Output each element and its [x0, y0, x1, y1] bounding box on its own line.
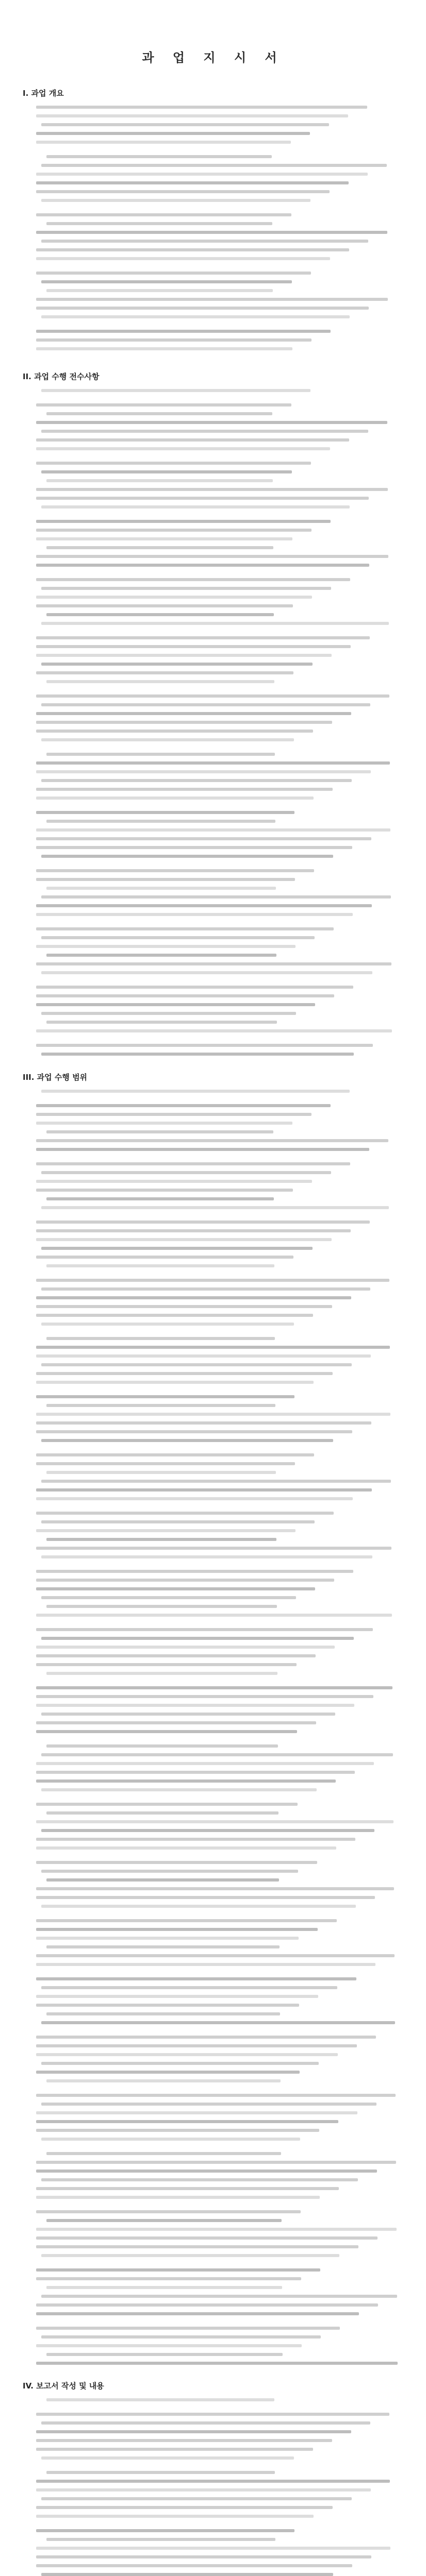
text-line	[36, 2430, 351, 2433]
text-line	[41, 2178, 358, 2181]
text-line	[36, 1547, 391, 1550]
text-line	[46, 1538, 276, 1541]
text-line	[41, 587, 331, 590]
text-line	[36, 2129, 319, 2132]
text-line	[36, 2312, 359, 2315]
text-line	[36, 1314, 313, 1317]
text-line	[46, 1811, 278, 1815]
text-line	[36, 2303, 378, 2307]
text-line	[36, 1587, 315, 1590]
text-line	[36, 2236, 378, 2240]
text-line	[41, 1480, 391, 1483]
text-line	[46, 887, 276, 890]
text-line	[36, 1628, 373, 1631]
text-line	[46, 1672, 277, 1675]
text-line	[36, 2210, 301, 2213]
text-line	[36, 114, 348, 117]
text-line	[36, 2245, 358, 2248]
text-line	[46, 2079, 281, 2082]
text-line	[36, 604, 293, 607]
text-line	[41, 895, 391, 899]
text-line	[36, 330, 331, 333]
text-line	[36, 1529, 296, 1532]
text-line	[36, 878, 295, 881]
text-line	[46, 1878, 279, 1882]
text-line	[36, 770, 371, 773]
text-line	[36, 2327, 340, 2330]
text-line	[36, 1512, 334, 1515]
text-line	[41, 1788, 317, 1791]
text-line	[41, 622, 389, 625]
text-line	[41, 430, 368, 433]
text-line	[36, 2071, 300, 2074]
text-line	[46, 1264, 274, 1267]
text-line	[36, 645, 351, 648]
text-line	[36, 1104, 331, 1107]
text-line	[36, 338, 312, 342]
text-line	[36, 1614, 392, 1617]
text-line	[41, 1829, 374, 1832]
text-line	[36, 2111, 357, 2114]
text-line	[41, 1053, 354, 1056]
text-line	[36, 173, 368, 176]
text-line	[46, 613, 274, 616]
text-line	[36, 1654, 316, 1657]
text-line	[36, 2506, 333, 2509]
text-line	[36, 1044, 373, 1047]
text-line	[36, 1780, 336, 1783]
text-line	[36, 1686, 392, 1689]
text-line	[46, 479, 273, 482]
text-line	[36, 2488, 371, 2492]
text-line	[36, 2268, 320, 2272]
text-line	[36, 1354, 371, 1358]
text-line	[41, 936, 315, 939]
text-line	[36, 1721, 316, 1724]
text-line	[36, 2564, 352, 2567]
text-line	[46, 289, 273, 292]
text-line	[41, 1012, 296, 1015]
text-line	[36, 2094, 396, 2097]
text-line	[41, 1171, 331, 1174]
text-line	[36, 497, 369, 500]
text-line	[36, 1663, 297, 1666]
text-line	[36, 1820, 394, 1823]
text-line	[36, 1995, 318, 1998]
text-line	[36, 904, 372, 907]
text-line	[36, 694, 389, 698]
text-line	[36, 1221, 370, 1224]
text-line	[36, 2555, 371, 2558]
text-line	[36, 1305, 332, 1308]
text-line	[36, 1003, 315, 1006]
text-line	[36, 488, 388, 491]
text-line	[41, 2295, 397, 2298]
text-line	[41, 779, 352, 782]
text-line	[36, 1861, 317, 1864]
text-line	[36, 1919, 337, 1922]
text-line	[36, 2439, 332, 2442]
text-line	[46, 753, 275, 756]
text-line	[36, 2036, 376, 2039]
section-heading-1: I. 과업 개요	[23, 89, 64, 98]
text-line	[46, 1605, 277, 1608]
text-line	[36, 1413, 390, 1416]
text-line	[46, 2398, 274, 2401]
text-line	[36, 1497, 353, 1500]
text-line	[41, 2103, 376, 2106]
text-line	[36, 1256, 293, 1259]
text-line	[36, 272, 311, 275]
text-line	[36, 421, 387, 424]
text-line	[36, 2187, 339, 2190]
text-line	[36, 636, 370, 639]
text-line	[46, 2152, 281, 2155]
text-line	[36, 106, 367, 109]
text-line	[41, 1287, 370, 1291]
text-line	[36, 2228, 397, 2231]
text-line	[36, 811, 294, 814]
text-line	[36, 1579, 334, 1582]
text-line	[46, 155, 272, 158]
text-line	[36, 986, 353, 989]
text-line	[36, 945, 296, 948]
text-line	[41, 2456, 294, 2460]
text-line	[41, 1090, 350, 1093]
text-line	[46, 954, 276, 957]
text-line	[41, 315, 350, 318]
text-line	[41, 1439, 333, 1442]
text-line	[41, 164, 387, 167]
text-line	[36, 1189, 293, 1192]
text-line	[46, 412, 272, 415]
text-line	[41, 2254, 339, 2257]
text-line	[36, 1296, 351, 1299]
text-line	[41, 2138, 300, 2141]
text-line	[36, 537, 292, 540]
text-line	[36, 2170, 377, 2173]
section-heading-4: IV. 보고서 작성 및 내용	[23, 2381, 104, 2391]
text-line	[36, 403, 291, 406]
text-line	[36, 2277, 301, 2280]
text-line	[36, 1346, 390, 1349]
text-line	[41, 1323, 294, 1326]
text-line	[41, 703, 370, 706]
text-line	[36, 913, 353, 916]
text-line	[36, 1887, 394, 1890]
text-line	[36, 1646, 335, 1649]
text-line	[46, 1130, 273, 1133]
text-line	[36, 962, 391, 965]
text-line	[36, 1838, 355, 1841]
text-line	[36, 529, 312, 532]
text-line	[46, 1744, 278, 1748]
text-line	[41, 2062, 319, 2065]
text-line	[36, 213, 291, 216]
text-line	[46, 1337, 275, 1340]
text-line	[36, 1148, 369, 1151]
text-line	[36, 1928, 318, 1931]
text-line	[46, 1945, 280, 1948]
text-line	[36, 1695, 373, 1698]
text-line	[36, 1977, 356, 1980]
text-line	[41, 1713, 335, 1716]
text-line	[36, 132, 310, 135]
text-line	[41, 1637, 354, 1640]
text-line	[41, 2497, 352, 2500]
text-line	[36, 1238, 332, 1241]
text-line	[36, 1954, 395, 1957]
text-line	[36, 927, 334, 930]
text-line	[46, 2353, 283, 2356]
text-line	[36, 347, 292, 350]
text-line	[36, 1462, 295, 1465]
text-line	[36, 248, 349, 251]
text-line	[36, 2448, 313, 2451]
text-line	[36, 1395, 294, 1398]
text-line	[36, 1704, 354, 1707]
text-line	[41, 1870, 298, 1873]
section-heading-3: III. 과업 수행 범위	[23, 1073, 88, 1082]
text-line	[46, 546, 273, 549]
text-line	[36, 1180, 312, 1183]
text-line	[36, 1937, 299, 1940]
text-line	[36, 1381, 314, 1384]
text-line	[36, 1139, 388, 1142]
text-line	[41, 240, 368, 243]
text-line	[36, 846, 352, 849]
text-line	[46, 1197, 274, 1200]
text-line	[36, 1421, 371, 1425]
text-line	[46, 820, 275, 823]
text-line	[36, 2362, 398, 2365]
text-line	[36, 1279, 389, 1282]
text-line	[36, 788, 333, 791]
text-line	[41, 280, 292, 283]
text-line	[41, 1247, 313, 1250]
text-line	[36, 1113, 312, 1116]
text-line	[36, 1488, 372, 1492]
text-line	[36, 2480, 390, 2483]
text-line	[36, 1029, 392, 1032]
text-line	[36, 298, 388, 301]
text-line	[41, 1520, 315, 1523]
text-line	[46, 222, 272, 225]
text-line	[36, 994, 334, 997]
text-line	[36, 447, 330, 450]
text-line	[36, 231, 387, 234]
text-line	[36, 1122, 292, 1125]
text-line	[36, 564, 369, 567]
text-line	[36, 307, 369, 310]
text-line	[36, 1229, 351, 1232]
text-line	[36, 761, 390, 765]
text-line	[36, 555, 388, 558]
text-line	[41, 1555, 372, 1558]
text-line	[41, 1363, 352, 1366]
text-line	[36, 438, 349, 442]
text-line	[36, 1803, 298, 1806]
text-line	[41, 123, 329, 126]
text-line	[36, 1453, 314, 1456]
text-line	[46, 2538, 275, 2541]
text-line	[41, 199, 310, 202]
text-line	[46, 2012, 280, 2015]
text-line	[36, 2196, 320, 2199]
text-line	[41, 663, 313, 666]
text-line	[36, 1762, 374, 1765]
text-line	[36, 671, 293, 674]
text-line	[36, 1963, 375, 1966]
text-line	[41, 2421, 370, 2425]
text-line	[41, 855, 333, 858]
text-line	[36, 712, 351, 715]
text-line	[36, 1896, 375, 1899]
text-line	[41, 389, 310, 392]
text-line	[36, 2161, 396, 2164]
text-line	[36, 596, 312, 599]
text-line	[36, 828, 390, 832]
text-line	[36, 141, 291, 144]
text-line	[46, 1471, 276, 1474]
text-line	[41, 1986, 337, 1989]
text-line	[46, 2219, 282, 2222]
text-line	[41, 1206, 389, 1209]
text-line	[36, 190, 330, 193]
text-line	[36, 2004, 299, 2007]
text-line	[36, 2515, 314, 2518]
text-line	[41, 2573, 333, 2576]
text-line	[36, 2053, 338, 2056]
text-line	[36, 1372, 333, 1375]
text-line	[46, 2471, 275, 2474]
text-line	[36, 837, 371, 840]
text-line	[36, 2044, 357, 2047]
text-line	[36, 578, 350, 581]
text-line	[41, 1905, 356, 1908]
text-line	[36, 1570, 353, 1573]
text-line	[46, 680, 274, 683]
text-line	[36, 181, 349, 184]
text-line	[36, 1846, 336, 1850]
document-title: 과 업 지 시 서	[142, 50, 284, 65]
text-line	[36, 721, 332, 724]
text-line	[41, 738, 294, 741]
section-heading-2: II. 과업 수행 전수사항	[23, 372, 100, 381]
text-line	[36, 2547, 390, 2550]
text-line	[36, 2529, 294, 2532]
text-line	[46, 1404, 275, 1407]
text-line	[36, 654, 332, 657]
text-line	[36, 257, 330, 260]
text-line	[46, 1021, 277, 1024]
text-line	[46, 2286, 282, 2289]
text-line	[36, 520, 331, 523]
text-line	[41, 1753, 393, 1756]
text-line	[41, 470, 292, 473]
text-line	[36, 2413, 389, 2416]
text-line	[41, 1596, 296, 1599]
text-line	[36, 462, 311, 465]
text-line	[36, 2344, 302, 2347]
text-line	[36, 1162, 350, 1165]
text-line	[36, 869, 314, 872]
text-line	[36, 796, 314, 800]
text-line	[36, 1730, 297, 1733]
text-line	[41, 2021, 395, 2024]
text-line	[36, 730, 313, 733]
text-line	[36, 2120, 338, 2123]
text-line	[41, 971, 372, 974]
text-line	[41, 505, 350, 509]
text-line	[36, 1430, 352, 1433]
text-line	[36, 1771, 355, 1774]
text-line	[41, 2335, 321, 2338]
